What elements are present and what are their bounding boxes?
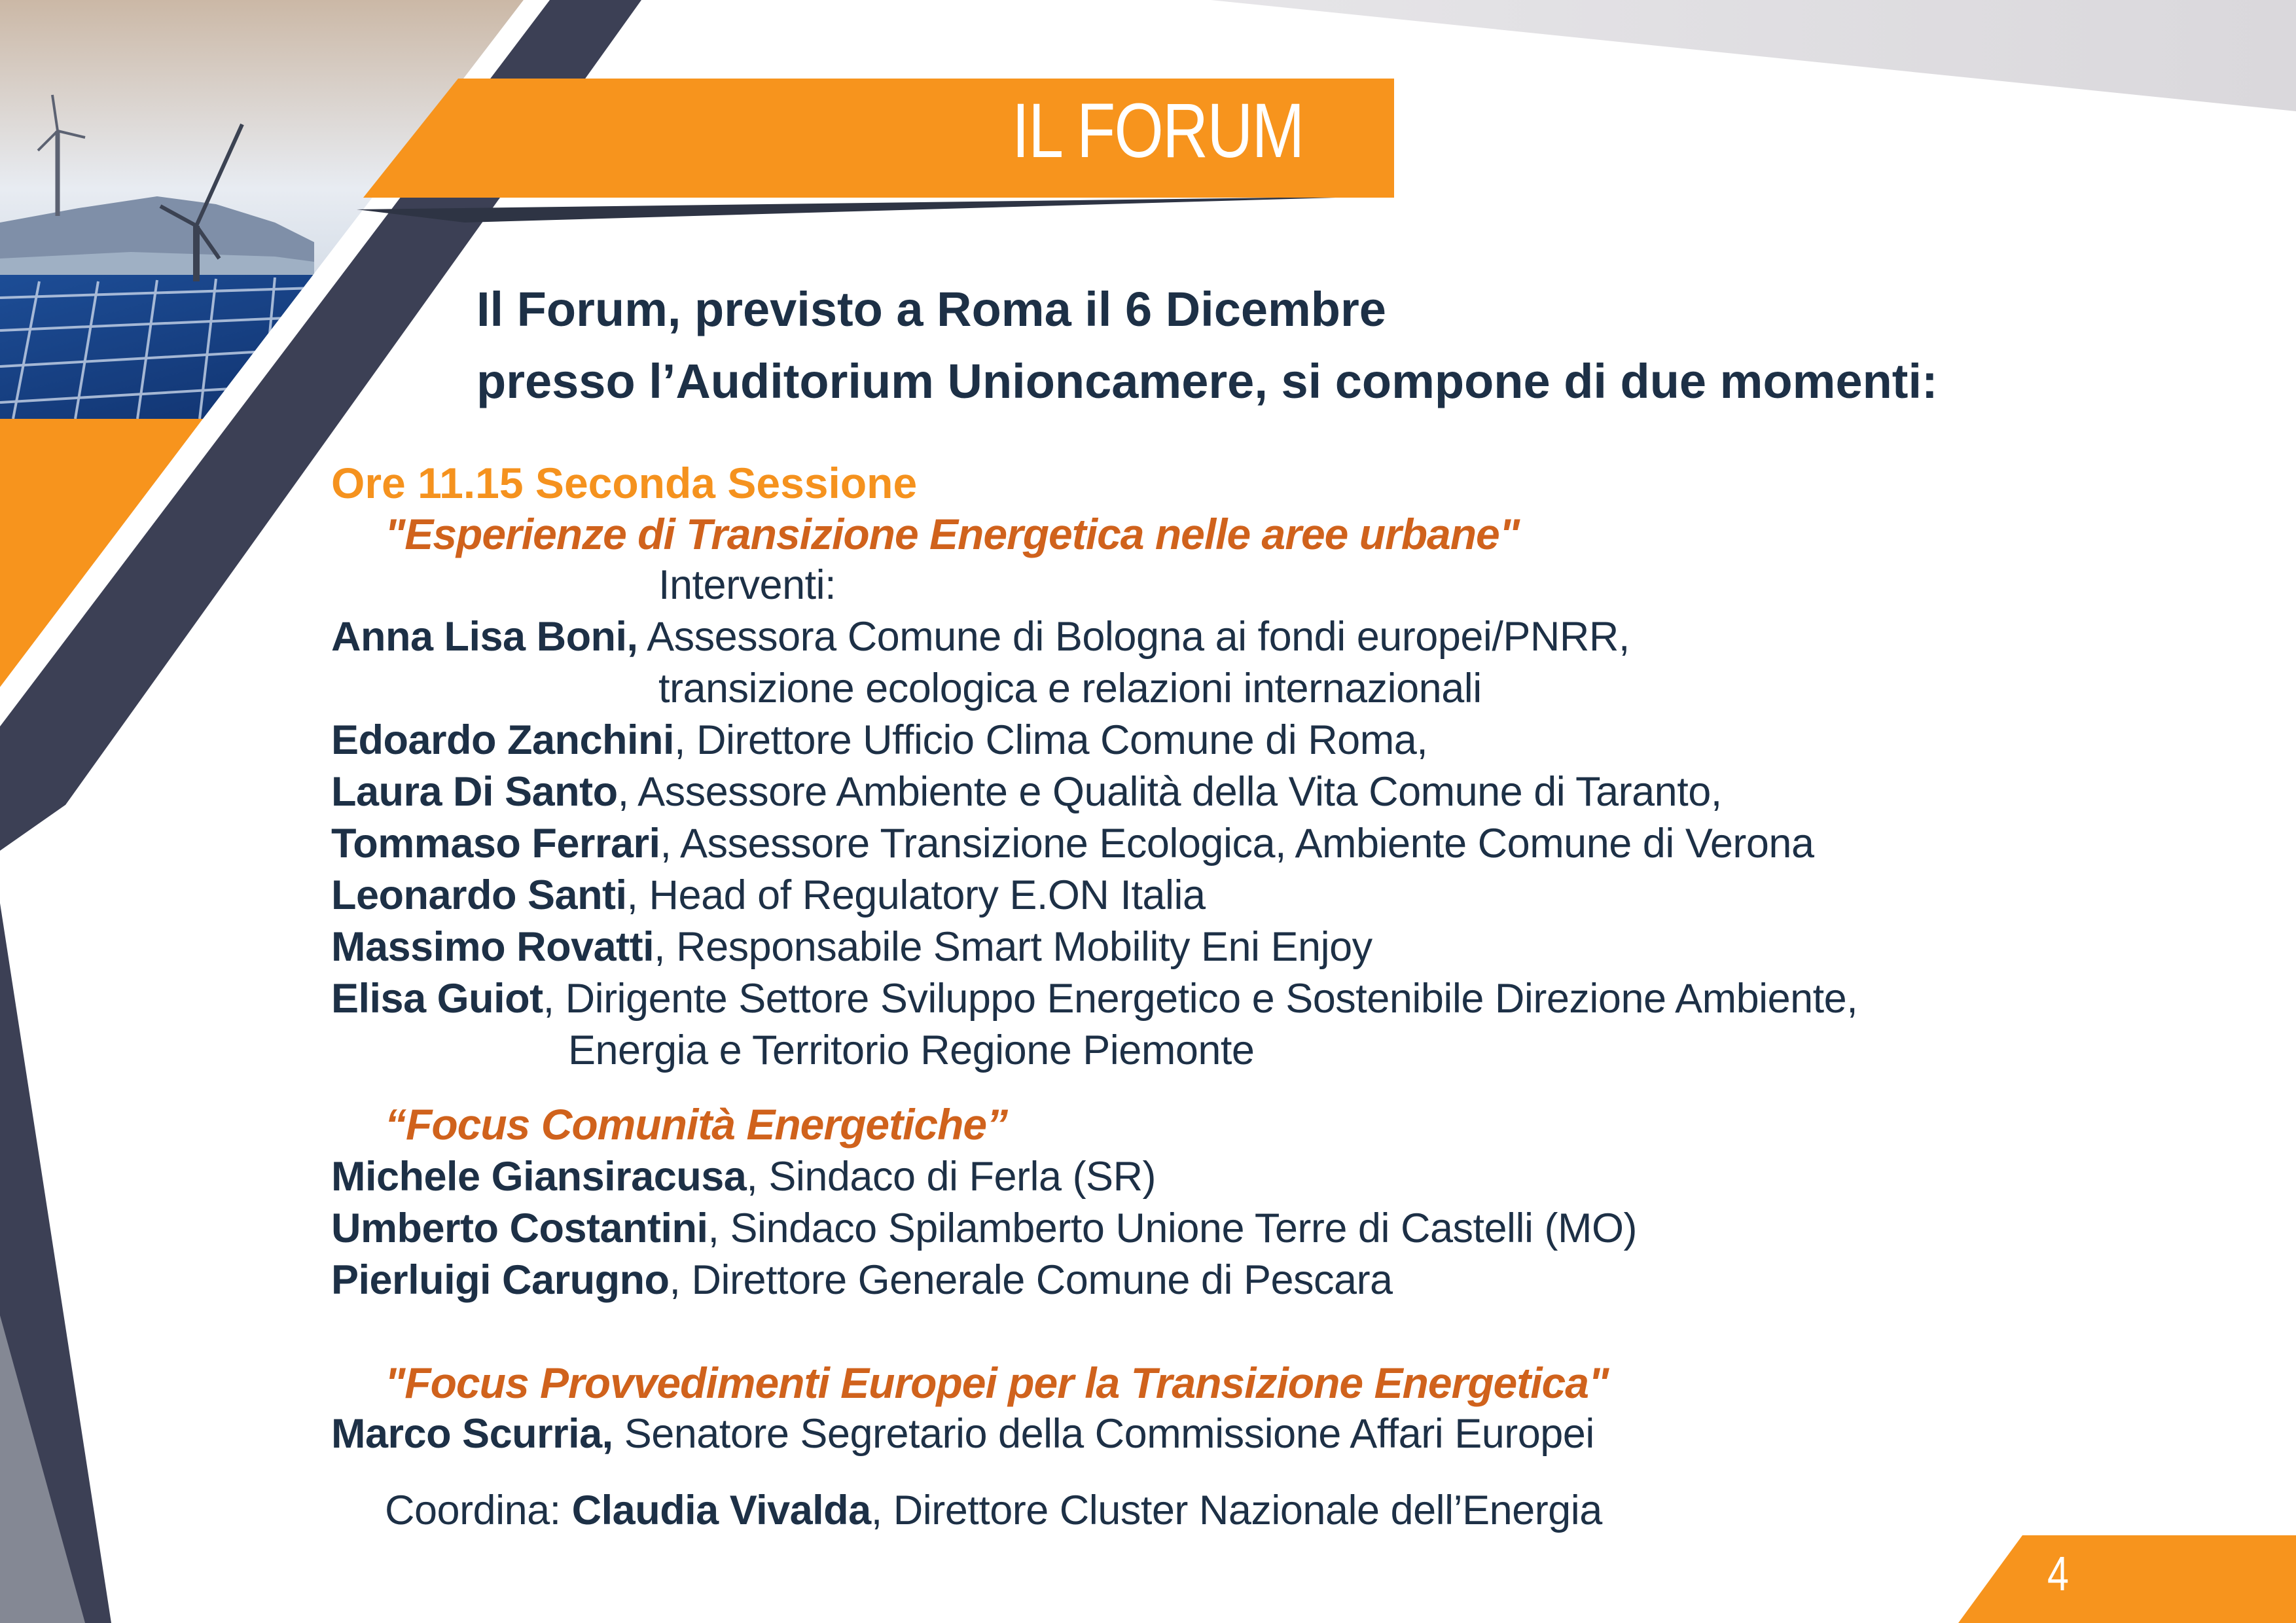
speaker-role-continued: Energia e Territorio Regione Piemonte: [568, 1027, 1255, 1073]
speaker-line: [331, 1410, 1594, 1457]
speaker-name: Edoardo Zanchini: [331, 717, 675, 763]
intro-line-2: presso l’Auditorium Unioncamere, si compone di due momenti:: [476, 354, 1938, 408]
speaker-name: Laura Di Santo: [331, 769, 618, 815]
speaker-role: , Dirigente Settore Sviluppo Energetico e Sostenibile Direzione Ambiente,: [543, 976, 1858, 1022]
speaker-name: Pierluigi Carugno: [331, 1257, 670, 1303]
focus-europei-title: "Focus Provvedimenti Europei per la Transizione Energetica": [385, 1359, 1609, 1407]
speaker-line: [331, 1153, 1156, 1200]
speaker-line: [331, 872, 1205, 919]
page-number: 4: [2047, 1546, 2069, 1601]
coordinator-role: , Direttore Cluster Nazionale dell’Energia: [870, 1488, 1602, 1533]
speaker-line: [331, 613, 1630, 660]
speaker-line: [331, 923, 1372, 971]
session-subtitle: "Esperienze di Transizione Energetica nelle aree urbane": [385, 510, 1520, 558]
speaker-name: Michele Giansiracusa: [331, 1154, 747, 1200]
speaker-role: Assessora Comune di Bologna ai fondi europei/PNRR,: [637, 614, 1630, 660]
speaker-name: Marco Scurria,: [331, 1411, 613, 1457]
speaker-role: , Head of Regulatory E.ON Italia: [626, 872, 1206, 918]
page-number-tab: [1958, 1535, 2296, 1623]
speaker-line: [331, 1205, 1637, 1252]
speaker-role: , Sindaco Spilamberto Unione Terre di Castelli (MO): [708, 1205, 1637, 1251]
session-time-title: Ore 11.15 Seconda Sessione: [331, 459, 918, 507]
speaker-role: , Assessore Ambiente e Qualità della Vita Comune di Taranto,: [617, 769, 1722, 815]
coordinator-label: Coordina:: [385, 1488, 572, 1533]
speaker-name: Umberto Costantini: [331, 1205, 708, 1251]
speaker-line: [331, 1257, 1393, 1304]
speaker-role: , Sindaco di Ferla (SR): [746, 1154, 1157, 1200]
speaker-name: Massimo Rovatti: [331, 924, 655, 970]
speaker-line: [331, 768, 1722, 815]
coordinator-line: [385, 1487, 1602, 1534]
speaker-line: [331, 820, 1814, 867]
coordinator-name: Claudia Vivalda: [571, 1488, 871, 1533]
speaker-line: [331, 975, 1857, 1022]
focus-comunita-title: “Focus Comunità Energetiche”: [385, 1100, 1008, 1149]
speaker-role-continued: transizione ecologica e relazioni internazionali: [658, 666, 1482, 711]
intro-line-1: Il Forum, previsto a Roma il 6 Dicembre: [476, 282, 1386, 336]
speaker-role: , Direttore Ufficio Clima Comune di Roma,: [674, 717, 1428, 763]
speaker-name: Elisa Guiot: [331, 976, 543, 1022]
speaker-role: , Assessore Transizione Ecologica, Ambiente Comune di Verona: [660, 821, 1814, 866]
speaker-role: , Responsabile Smart Mobility Eni Enjoy: [654, 924, 1372, 970]
speaker-name: Tommaso Ferrari: [331, 821, 660, 866]
speaker-name: Anna Lisa Boni,: [331, 614, 638, 660]
speaker-line: [331, 717, 1427, 764]
speaker-role: Senatore Segretario della Commissione Affari Europei: [613, 1411, 1594, 1457]
interventi-label: Interventi:: [658, 562, 836, 608]
title-banner-shadow: [357, 196, 1381, 223]
speaker-name: Leonardo Santi: [331, 872, 627, 918]
page-title: IL FORUM: [1012, 88, 1304, 174]
speaker-role: , Direttore Generale Comune di Pescara: [669, 1257, 1393, 1303]
